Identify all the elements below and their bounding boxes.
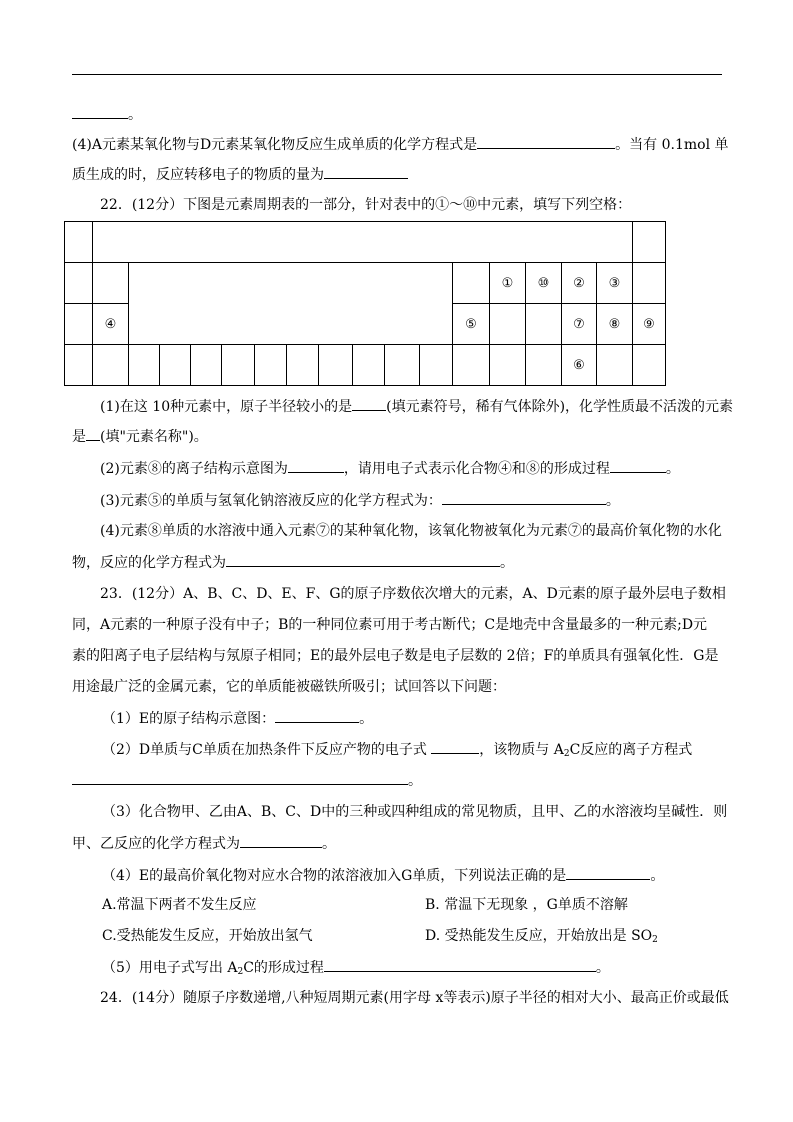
table-cell	[490, 304, 526, 345]
q22-part3: (3)元素⑤的单质与氢氧化钠溶液反应的化学方程式为： 。	[72, 490, 750, 511]
table-cell	[490, 345, 526, 386]
table-cell	[633, 263, 666, 304]
answer-blank[interactable]	[288, 458, 344, 473]
table-cell	[160, 345, 191, 386]
element-cell: ⑩	[526, 263, 562, 304]
answer-blank[interactable]	[352, 396, 386, 411]
table-cell	[353, 345, 385, 386]
answer-blank[interactable]	[275, 708, 359, 723]
element-cell: ③	[597, 263, 633, 304]
table-cell	[93, 222, 633, 263]
table-row-4	[65, 345, 666, 386]
q21-part4-line2: 质生成的时，反应转移电子的物质的量为	[72, 164, 722, 185]
table-cell	[129, 345, 160, 386]
answer-blank[interactable]	[324, 164, 408, 179]
element-cell: ⑤	[453, 304, 490, 345]
table-cell	[526, 304, 562, 345]
table-cell	[526, 345, 562, 386]
q23-intro-line4: 用途最广泛的金属元素，它的单质能被磁铁所吸引；试回答以下问题：	[72, 679, 506, 695]
table-cell	[453, 345, 490, 386]
element-cell: ②	[562, 263, 597, 304]
q23-options-ab	[72, 895, 752, 915]
option-d[interactable]: D. 受热能发生反应，开始放出是 $SO_2$	[425, 928, 658, 945]
q23-intro-line2: 同，A元素的一种原子没有中子；B的一种同位素可用于考古断代；C是地壳中含量最多的一种元素;D元	[72, 617, 708, 633]
table-cell	[633, 345, 666, 386]
option-a[interactable]: A.常温下两者不发生反应	[102, 897, 257, 913]
table-row-2	[65, 263, 666, 304]
q22-part4-line2: 物，反应的化学方程式为 。	[72, 552, 722, 573]
answer-blank[interactable]	[226, 552, 500, 567]
q23-part1: （1）E的原子结构示意图： 。	[72, 708, 752, 729]
q21-top-blank-line: 。	[72, 104, 722, 125]
answer-blank[interactable]	[324, 957, 596, 972]
element-cell: ⑥	[562, 345, 597, 386]
q22-part2: (2)元素⑧的离子结构示意图为 ，请用电子式表示化合物④和⑧的形成过程 。	[72, 458, 750, 479]
q24-title: 24．(14分）随原子序数递增,八种短周期元素(用字母 x等表示)原子半径的相对大小、最高正价或最低	[100, 990, 729, 1006]
table-cell	[93, 263, 129, 304]
table-cell	[222, 345, 255, 386]
table-cell	[191, 345, 222, 386]
answer-blank[interactable]	[72, 104, 128, 119]
q23-part5: （5）用电子式写出 $A_2C$的形成过程 。	[72, 957, 752, 978]
q22-part1-line2: 是 (填"元素名称")。	[72, 426, 722, 447]
table-cell	[65, 345, 93, 386]
table-cell	[255, 345, 287, 386]
q22-part4-line1: (4)元素⑧单质的水溶液中通入元素⑦的某种氧化物，该氧化物被氧化为元素⑦的最高价氧化物的水化	[100, 523, 722, 539]
table-cell	[287, 345, 319, 386]
q23-part4: （4）E的最高价氧化物对应水合物的浓溶液加入G单质，下列说法正确的是 。	[72, 865, 752, 886]
table-cell	[597, 345, 633, 386]
option-b[interactable]: B. 常温下无现象 ，G单质不溶解	[425, 897, 628, 913]
answer-blank[interactable]	[442, 490, 606, 505]
table-cell	[633, 222, 666, 263]
q23-part3-line1: （3）化合物甲、乙由A、B、C、D中的三种或四种组成的常见物质，且甲、乙的水溶液均呈碱性．则	[102, 804, 728, 820]
q23-intro-line3: 素的阳离子电子层结构与氖原子相同；E的最外层电子数是电子层数的 2倍；F的单质具有强氧化性．G是	[72, 648, 719, 664]
periodic-table-fragment	[64, 221, 666, 386]
element-cell: ①	[490, 263, 526, 304]
table-cell	[65, 222, 93, 263]
answer-blank[interactable]	[610, 458, 666, 473]
table-cell	[385, 345, 420, 386]
element-cell: ⑧	[597, 304, 633, 345]
header-rule	[72, 74, 722, 75]
table-cell	[65, 304, 93, 345]
answer-blank[interactable]	[477, 134, 615, 149]
q21-part4-line1: (4)A元素某氧化物与D元素某氧化物反应生成单质的化学方程式是 。当有 0.1mol 单	[72, 134, 722, 155]
table-cell	[453, 263, 490, 304]
q23-options-cd	[72, 926, 752, 946]
table-cell	[65, 263, 93, 304]
q22-title: 22．(12分）下图是元素周期表的一部分，针对表中的①～⑩中元素，填写下列空格：	[100, 197, 632, 213]
q23-part2-line2: 。	[72, 770, 722, 791]
answer-blank[interactable]	[240, 833, 322, 848]
table-row-1	[65, 222, 666, 263]
q23-part3-line2: 甲、乙反应的化学方程式为 。	[72, 833, 722, 854]
q23-intro-line1: 23．(12分）A、B、C、D、E、F、G的原子序数依次增大的元素，A、D元素的原子最外层电子数相	[100, 586, 726, 602]
option-c[interactable]: C.受热能发生反应，开始放出氢气	[102, 928, 313, 944]
table-cell	[319, 345, 353, 386]
q22-part1-line1: (1)在这 10种元素中，原子半径较小的是 (填元素符号，稀有气体除外)，化学性质最不活泼的元素	[72, 396, 750, 417]
q23-part2-line1: （2）D单质与C单质在加热条件下反应产物的电子式 ，该物质与 $A_2C$反应的离子方程式	[72, 739, 752, 760]
element-cell: ⑨	[633, 304, 666, 345]
table-cell	[93, 345, 129, 386]
table-cell	[420, 345, 453, 386]
answer-blank[interactable]	[72, 770, 408, 785]
table-cell	[129, 263, 453, 345]
element-cell: ⑦	[562, 304, 597, 345]
answer-blank[interactable]	[86, 426, 100, 441]
element-cell: ④	[93, 304, 129, 345]
answer-blank[interactable]	[431, 739, 479, 754]
answer-blank[interactable]	[566, 865, 650, 880]
